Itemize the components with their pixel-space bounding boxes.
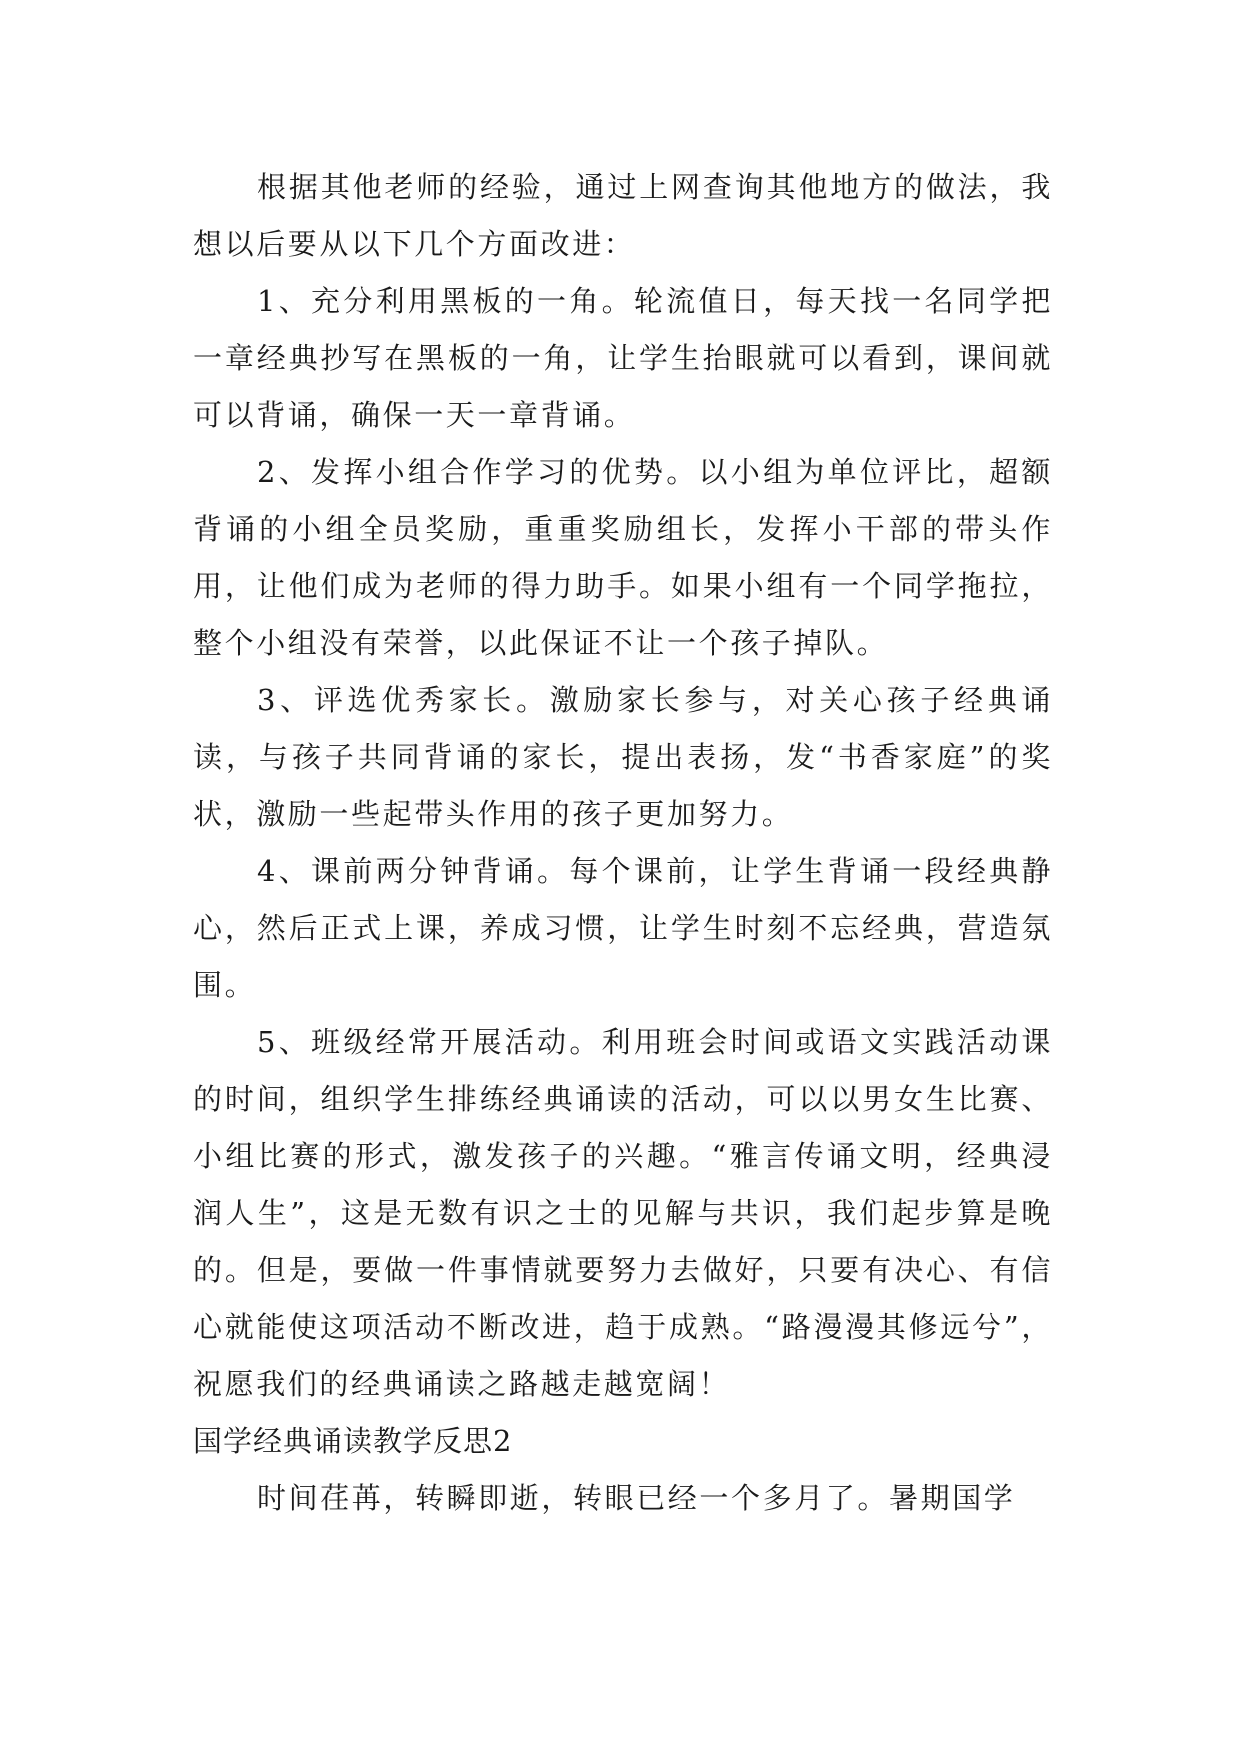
paragraph-item-4: 4、课前两分钟背诵。每个课前，让学生背诵一段经典静心，然后正式上课，养成习惯，让学生时刻不忘经典，营造氛围。 [193, 854, 1053, 1002]
section-heading: 国学经典诵读教学反思2 [193, 1424, 513, 1458]
paragraph-item-5: 5、班级经常开展活动。利用班会时间或语文实践活动课的时间，组织学生排练经典诵读的活动，可以以男女生比赛、小组比赛的形式，激发孩子的兴趣。“雅言传诵文明，经典浸润人生”，这是无数有识之士的见解与共识，我们起步算是晚的。但是，要做一件事情就要努力去做好，只要有决心、有信心就能使这项活动不断改进，趋于成熟。“路漫漫其修远兮”，祝愿我们的经典诵读之路越走越宽阔！ [193, 1025, 1053, 1401]
paragraph-intro: 根据其他老师的经验，通过上网查询其他地方的做法，我想以后要从以下几个方面改进： [193, 170, 1053, 261]
document-body [193, 159, 1053, 1527]
paragraph-item-1: 1、充分利用黑板的一角。轮流值日，每天找一名同学把一章经典抄写在黑板的一角，让学生抬眼就可以看到，课间就可以背诵，确保一天一章背诵。 [193, 284, 1053, 432]
paragraph-item-2: 2、发挥小组合作学习的优势。以小组为单位评比，超额背诵的小组全员奖励，重重奖励组长，发挥小干部的带头作用，让他们成为老师的得力助手。如果小组有一个同学拖拉，整个小组没有荣誉，以此保证不让一个孩子掉队。 [193, 455, 1053, 660]
paragraph-item-3: 3、评选优秀家长。激励家长参与，对关心孩子经典诵读，与孩子共同背诵的家长，提出表扬，发“书香家庭”的奖状，激励一些起带头作用的孩子更加努力。 [193, 683, 1053, 831]
paragraph-section-2-start: 时间荏苒，转瞬即逝，转眼已经一个多月了。暑期国学 [257, 1481, 1016, 1515]
